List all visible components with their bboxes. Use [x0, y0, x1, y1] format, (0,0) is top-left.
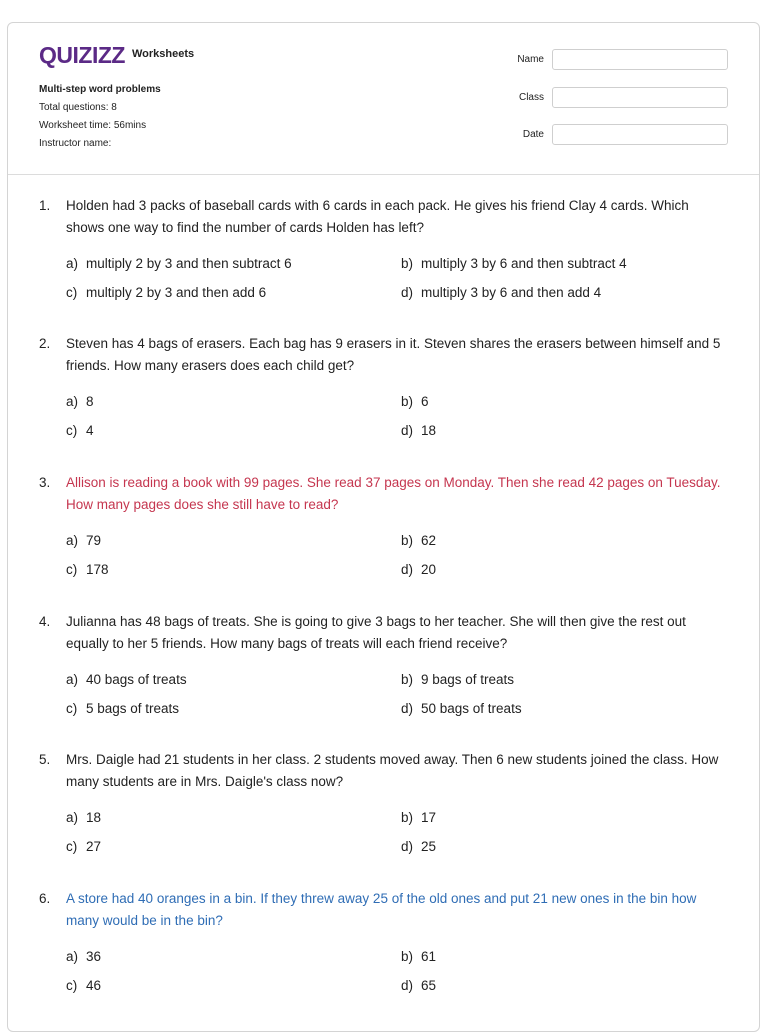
option-text: multiply 3 by 6 and then add 4 — [421, 285, 602, 300]
name-field[interactable] — [552, 49, 728, 70]
option-text: 20 — [421, 562, 437, 577]
product-label: Worksheets — [132, 48, 195, 60]
instructor-name: Instructor name: — [39, 138, 112, 149]
option-label: c) — [66, 285, 78, 300]
option-b[interactable] — [401, 393, 429, 411]
option-d[interactable] — [401, 838, 436, 856]
option-a[interactable] — [66, 255, 292, 273]
option-a[interactable] — [66, 948, 101, 966]
option-a[interactable] — [66, 671, 187, 689]
question-text: Mrs. Daigle had 21 students in her class. 2 students moved away. Then 6 new students joined the class. How many students are in Mrs. Daigle's class now? — [66, 752, 719, 789]
option-label: a) — [66, 256, 79, 271]
option-c[interactable] — [66, 838, 101, 856]
option-c[interactable] — [66, 422, 94, 440]
option-label: a) — [66, 672, 79, 687]
svg-text:QUIZIZZ: QUIZIZZ — [39, 42, 125, 68]
question-text: Julianna has 48 bags of treats. She is going to give 3 bags to her teacher. She will then give the rest out equally to her 5 friends. How many bags of treats will each friend receive? — [66, 614, 686, 651]
worksheet-time: Worksheet time: 56mins — [39, 120, 147, 131]
worksheet — [7, 22, 760, 1032]
question-text: A store had 40 oranges in a bin. If they threw away 25 of the old ones and put 21 new ones in the bin how many would be in the bin? — [66, 891, 697, 928]
option-text: 6 — [421, 394, 429, 409]
option-text: 79 — [86, 533, 102, 548]
option-d[interactable] — [401, 284, 601, 302]
question-number: 1. — [39, 198, 51, 213]
option-label: b) — [401, 949, 414, 964]
question-number: 5. — [39, 752, 51, 767]
option-label: a) — [66, 533, 79, 548]
option-text: multiply 2 by 3 and then add 6 — [86, 285, 267, 300]
option-text: 8 — [86, 394, 94, 409]
quizizz-logo-mark — [39, 42, 127, 70]
question-number: 3. — [39, 475, 51, 490]
total-questions: Total questions: 8 — [39, 102, 117, 113]
option-text: 5 bags of treats — [86, 701, 180, 716]
question-number: 4. — [39, 614, 51, 629]
option-text: 40 bags of treats — [86, 672, 187, 687]
option-text: 65 — [421, 978, 437, 993]
option-text: 25 — [421, 839, 437, 854]
date-label: Date — [522, 129, 544, 140]
option-label: d) — [401, 839, 414, 854]
option-d[interactable] — [401, 700, 522, 718]
option-b[interactable] — [401, 948, 436, 966]
option-label: c) — [66, 562, 78, 577]
option-label: d) — [401, 978, 414, 993]
class-field[interactable] — [552, 87, 728, 108]
option-text: 17 — [421, 810, 437, 825]
question-text: Allison is reading a book with 99 pages. She read 37 pages on Monday. Then she read 42 pages on Tuesday. How many pages does she still have to read? — [66, 475, 721, 512]
question-number: 6. — [39, 891, 51, 906]
option-c[interactable] — [66, 700, 179, 718]
option-label: c) — [66, 423, 78, 438]
option-label: d) — [401, 285, 414, 300]
option-d[interactable] — [401, 561, 436, 579]
option-text: 4 — [86, 423, 94, 438]
option-d[interactable] — [401, 422, 436, 440]
option-b[interactable] — [401, 671, 514, 689]
option-text: 178 — [86, 562, 109, 577]
option-label: b) — [401, 672, 414, 687]
worksheet-meta — [39, 81, 161, 153]
option-label: a) — [66, 394, 79, 409]
option-c[interactable] — [66, 977, 101, 995]
option-text: 9 bags of treats — [421, 672, 515, 687]
class-label: Class — [518, 92, 544, 103]
option-label: a) — [66, 949, 79, 964]
name-field-row — [484, 49, 728, 70]
option-text: 61 — [421, 949, 437, 964]
option-c[interactable] — [66, 561, 109, 579]
option-d[interactable] — [401, 977, 436, 995]
option-label: c) — [66, 839, 78, 854]
option-label: c) — [66, 701, 78, 716]
date-field-row — [484, 124, 728, 145]
name-label: Name — [517, 54, 544, 65]
option-text: 18 — [86, 810, 102, 825]
option-a[interactable] — [66, 532, 101, 550]
worksheet-title: Multi-step word problems — [39, 84, 161, 95]
option-text: multiply 3 by 6 and then subtract 4 — [421, 256, 627, 271]
option-label: d) — [401, 701, 414, 716]
class-field-row — [484, 87, 728, 108]
date-field[interactable] — [552, 124, 728, 145]
option-text: 36 — [86, 949, 102, 964]
option-a[interactable] — [66, 393, 94, 411]
question-text: Steven has 4 bags of erasers. Each bag has 9 erasers in it. Steven shares the erasers between himself and 5 friends. How many erasers does each child get? — [66, 336, 721, 373]
question-number: 2. — [39, 336, 51, 351]
option-label: b) — [401, 256, 414, 271]
option-text: 62 — [421, 533, 437, 548]
option-label: b) — [401, 394, 414, 409]
option-text: 27 — [86, 839, 102, 854]
option-label: d) — [401, 562, 414, 577]
option-c[interactable] — [66, 284, 266, 302]
option-b[interactable] — [401, 532, 436, 550]
option-label: c) — [66, 978, 78, 993]
option-text: 18 — [421, 423, 437, 438]
option-b[interactable] — [401, 809, 436, 827]
option-label: d) — [401, 423, 414, 438]
option-text: multiply 2 by 3 and then subtract 6 — [86, 256, 292, 271]
option-text: 46 — [86, 978, 102, 993]
option-label: b) — [401, 810, 414, 825]
question-text: Holden had 3 packs of baseball cards with 6 cards in each pack. He gives his friend Clay 4 cards. Which shows one way to find the number of cards Holden has left? — [66, 198, 689, 235]
option-text: 50 bags of treats — [421, 701, 522, 716]
option-label: a) — [66, 810, 79, 825]
quizizz-logo — [39, 42, 127, 70]
option-b[interactable] — [401, 255, 627, 273]
option-label: b) — [401, 533, 414, 548]
worksheet-header — [8, 23, 759, 175]
option-a[interactable] — [66, 809, 101, 827]
